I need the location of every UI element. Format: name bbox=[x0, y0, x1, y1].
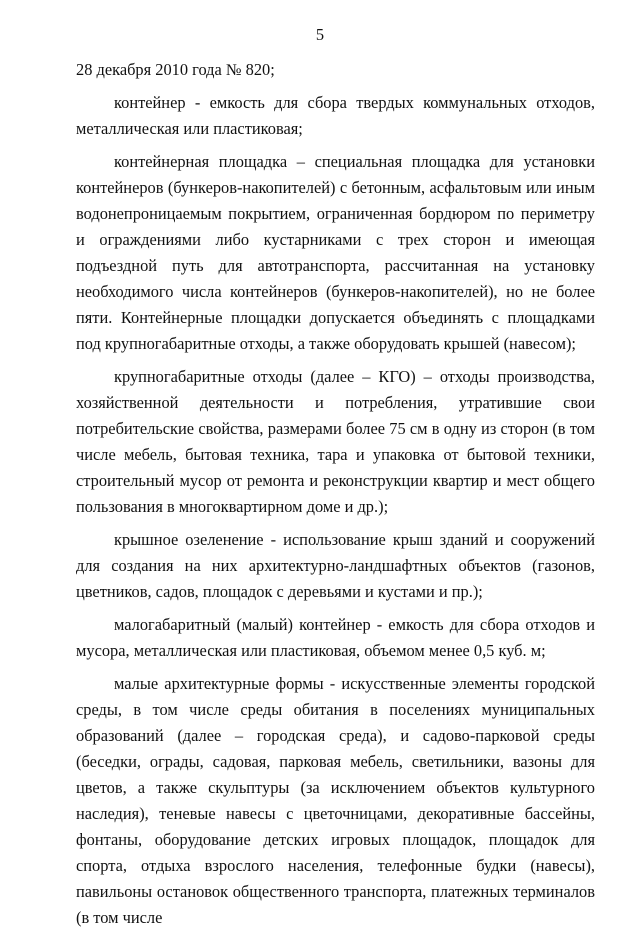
paragraph-container-definition: контейнер - емкость для сбора твердых коммунальных отходов, металлическая или пластиковая; bbox=[76, 93, 595, 138]
paragraph-small-container-definition: малогабаритный (малый) контейнер - емкость для сбора отходов и мусора, металлическая или пластиковая, объемом менее 0,5 куб. м; bbox=[76, 615, 595, 660]
paragraph-bulky-waste-definition: крупногабаритные отходы (далее – КГО) – отходы производства, хозяйственной деятельности и потребления, утратившие свои потребительские свойства, размерами более 75 см в одну из сторон (в том числе мебель, бытовая техника, тара и упаковка от бытовой техники, строительный мусор от ремонта и реконструкции квартир и мест общего пользования в многоквартирном доме и др.); bbox=[76, 367, 595, 516]
paragraph-roof-greening-definition: крышное озеленение - использование крыш зданий и сооружений для создания на них архитектурно-ландшафтных объектов (газонов, цветников, садов, площадок с деревьями и кустами и пр.); bbox=[76, 530, 595, 601]
page-number: 5 bbox=[315, 25, 325, 44]
paragraph-container-site-definition: контейнерная площадка – специальная площадка для установки контейнеров (бункеров-накопителей) с бетонным, асфальтовым или иным водонепроницаемым покрытием, ограниченная бордюром по периметру и ограждениями либо кустарниками с трех сторон и имеющая подъездной путь для автотранспорта, рассчитанная на установку необходимого числа контейнеров (бункеров-накопителей), но не более пяти. Контейнерные площадки допускается объединять с площадками под крупногабаритные отходы, а также оборудовать крышей (навесом); bbox=[76, 152, 595, 353]
paragraph-small-architectural-forms-definition: малые архитектурные формы - искусственные элементы городской среды, в том числе среды обитания в поселениях муниципальных образований (далее – городская среда), и садово-парковой среды (беседки, ограды, садовая, парковая мебель, светильники, вазоны для цветов, а также скульптуры (за исключением объектов культурного наследия), теневые навесы с цветочницами, декоративные бассейны, фонтаны, оборудование детских игровых площадок, площадок для спорта, отдыха взрослого населения, телефонные будки (навесы), павильоны остановок общественного транспорта, платежных терминалов (в том числе bbox=[76, 674, 595, 927]
document-body bbox=[76, 57, 595, 938]
paragraph-continuation: 28 декабря 2010 года № 820; bbox=[76, 60, 275, 79]
